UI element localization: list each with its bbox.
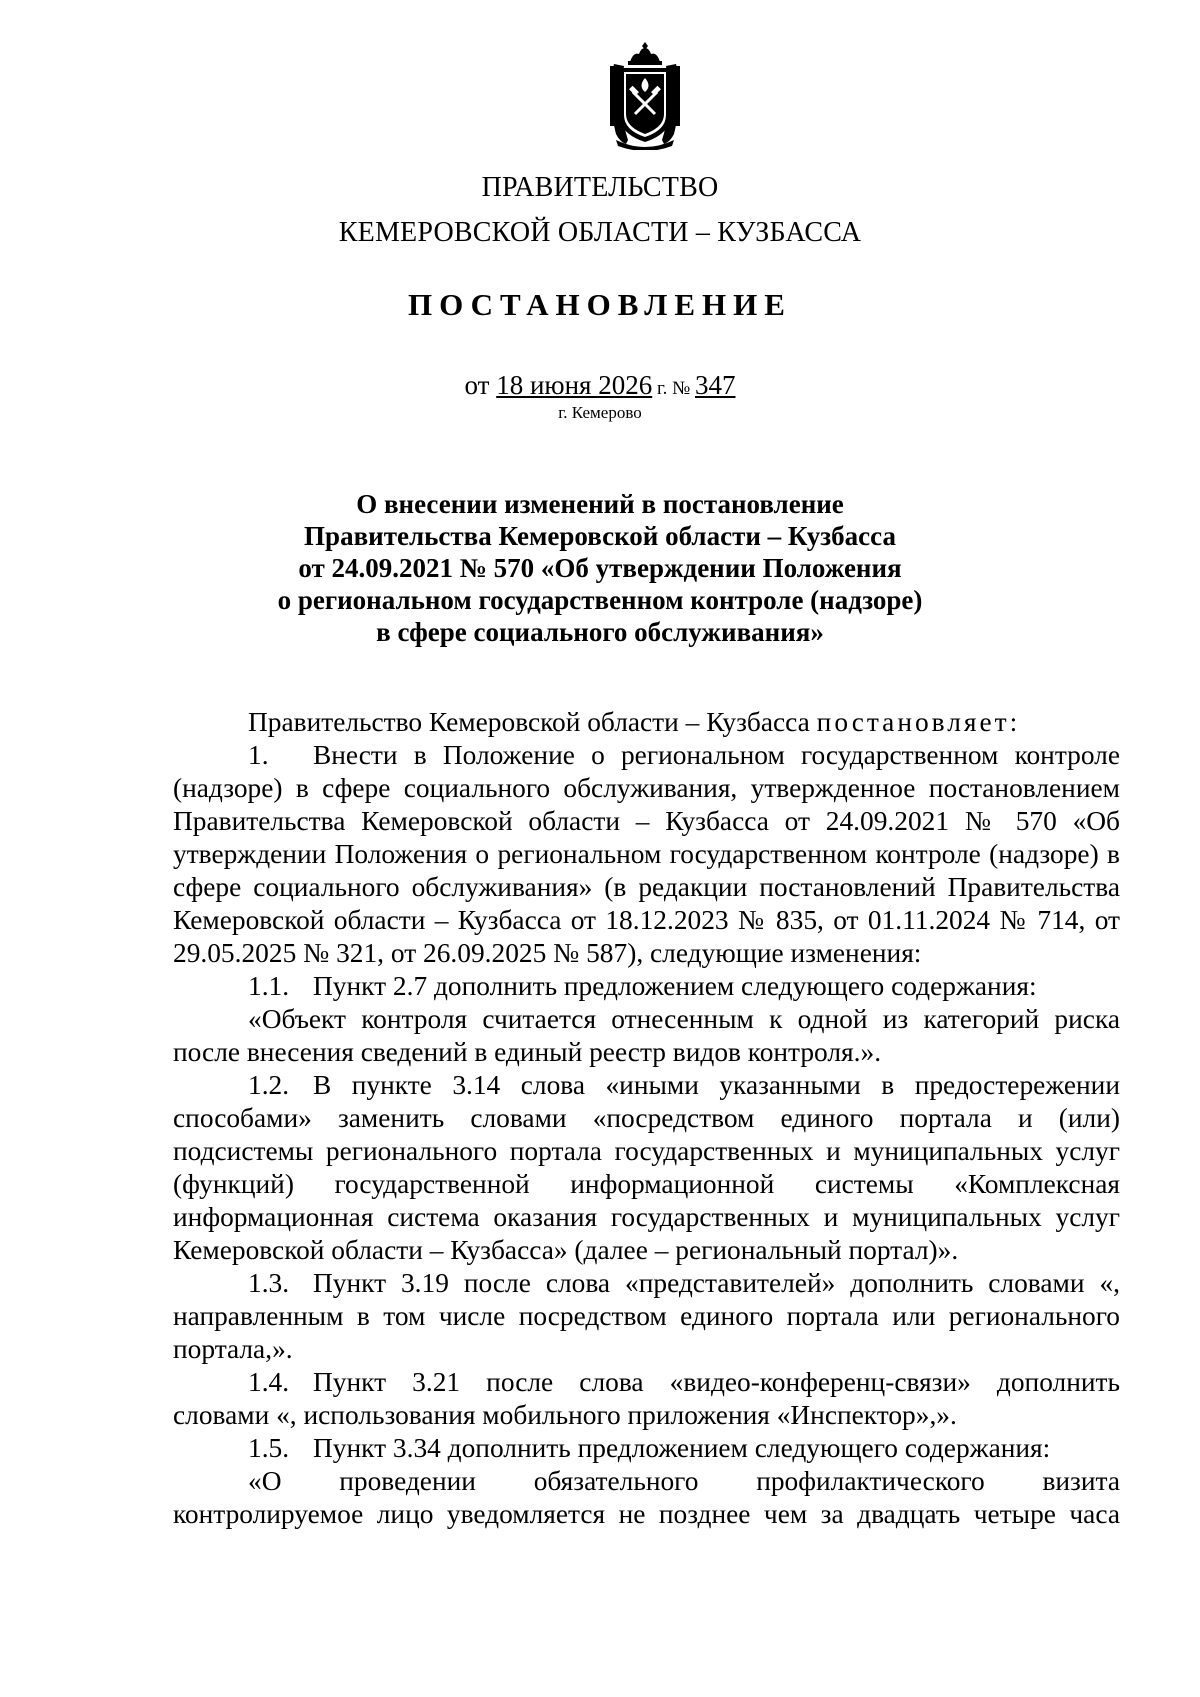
- clause-1-5-quote-line2: контролируемое лицо уведомляется не позднее чем за двадцать четыре часа: [173, 1499, 1120, 1529]
- clause-1-2: [173, 1069, 1120, 1267]
- clause-1-4: [173, 1366, 1120, 1432]
- clause-number: 1.1.: [248, 971, 290, 1001]
- document-title: [0, 488, 1200, 648]
- date-number-line: [0, 370, 1200, 401]
- title-line: Правительства Кемеровской области – Кузбасса: [304, 521, 896, 551]
- title-line: О внесении изменений в постановление: [356, 489, 844, 519]
- clause-1-1-quote: «Объект контроля считается отнесенным к одной из категорий риска после внесения сведений в единый реестр видов контроля.».: [173, 1004, 1120, 1067]
- clause-text: Пункт 3.19 после слова «представителей» дополнить словами «, направленным в том числе посредством единого портала или регионального портала,».: [173, 1268, 1120, 1364]
- title-line: в сфере социального обслуживания»: [376, 617, 824, 647]
- preamble-subject: Правительство Кемеровской области – Кузбасса: [248, 707, 817, 737]
- document-number: 347: [694, 370, 736, 400]
- document-date: 18 июня 2026: [496, 370, 653, 400]
- clause-number: 1.4.: [248, 1367, 290, 1397]
- clause-1-5: [173, 1432, 1120, 1465]
- clause-1-1: [173, 970, 1120, 1003]
- clause-number: 1.3.: [248, 1268, 290, 1298]
- clause-number: 1.5.: [248, 1433, 290, 1463]
- city: г. Кемерово: [558, 403, 642, 422]
- clause-1-5-quote-line1: «О проведении обязательного профилактического визита: [248, 1466, 1120, 1496]
- clause-text: Пункт 2.7 дополнить предложением следующего содержания:: [313, 971, 1037, 1001]
- org-name-line1: ПРАВИТЕЛЬСТВО: [481, 172, 719, 203]
- kuzbass-coat-of-arms-icon: [606, 40, 684, 150]
- clause-number: 1.: [248, 740, 269, 770]
- preamble: [173, 706, 1120, 739]
- clause-1-3: [173, 1267, 1120, 1366]
- document-body: [173, 706, 1120, 1531]
- org-name-line2: КЕМЕРОВСКОЙ ОБЛАСТИ – КУЗБАССА: [338, 217, 862, 248]
- date-prefix: от: [464, 370, 497, 400]
- clause-text: Пункт 3.34 дополнить предложением следующего содержания:: [313, 1433, 1051, 1463]
- title-line: о региональном государственном контроле (надзоре): [277, 585, 923, 615]
- clause-text: Внести в Положение о региональном государственном контроле (надзоре) в сфере социального обслуживания, утвержденное постановлением Правительства Кемеровской области – Кузбасса от 24.09.2021 № 570 «Об утверждении Положения о региональном государственном контроле (надзоре) в сфере социального обслуживания» (в редакции постановлений Правительства Кемеровской области – Кузбасса от 18.12.2023 № 835, от 01.11.2024 № 714, от 29.05.2025 № 321, от 26.09.2025 № 587), следующие изменения:: [173, 740, 1120, 968]
- clause-text: Пункт 3.21 после слова «видео-конференц-связи» дополнить словами «, использования мобильного приложения «Инспектор»,».: [173, 1367, 1120, 1430]
- clause-text: В пункте 3.14 слова «иными указанными в предостережении способами» заменить словами «посредством единого портала и (или) подсистемы регионального портала государственных и муниципальных услуг (функций) государственной информационной системы «Комплексная информационная система оказания государственных и муниципальных услуг Кемеровской области – Кузбасса» (далее – региональный портал)».: [173, 1070, 1120, 1265]
- preamble-verb: постановляет:: [816, 707, 1021, 737]
- clause-number: 1.2.: [248, 1070, 290, 1100]
- year-number-label: г. №: [652, 378, 695, 399]
- document-type: ПОСТАНОВЛЕНИЕ: [408, 287, 792, 322]
- clause-1: [173, 739, 1120, 970]
- title-line: от 24.09.2021 № 570 «Об утверждении Положения: [298, 553, 902, 583]
